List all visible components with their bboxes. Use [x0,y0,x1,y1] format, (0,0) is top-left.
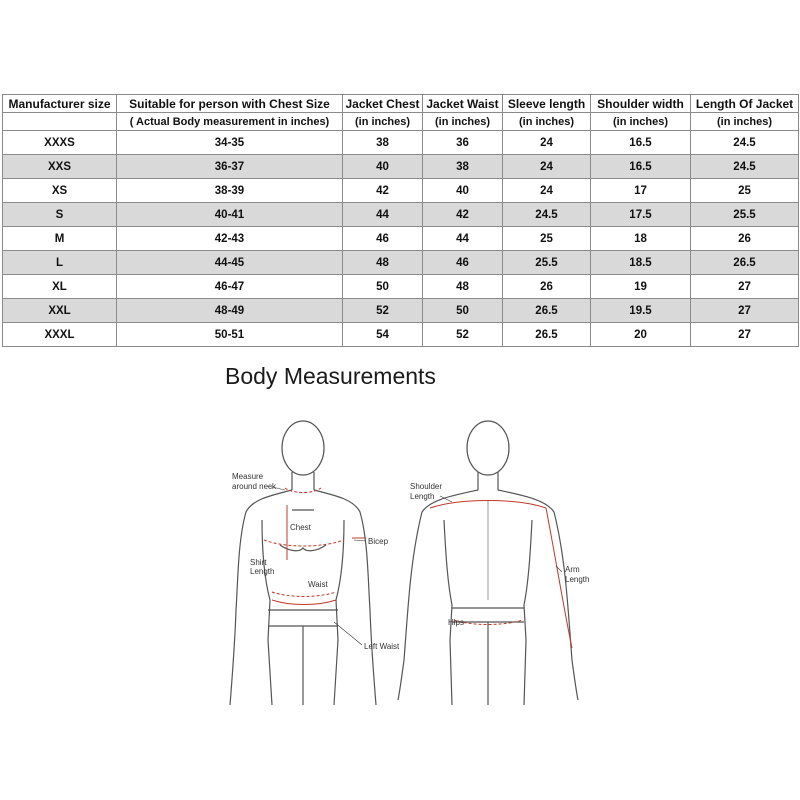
table-row [3,155,799,179]
table-cell: 42 [343,179,423,203]
table-cell: 46 [343,227,423,251]
table-cell: 25.5 [503,251,591,275]
table-cell: 50 [343,275,423,299]
table-cell: 40-41 [117,203,343,227]
column-header: Length Of Jacket [691,95,799,113]
column-header: Suitable for person with Chest Size [117,95,343,113]
label-bicep: Bicep [368,537,389,546]
table-row [3,203,799,227]
column-subheader: ( Actual Body measurement in inches) [117,113,343,131]
table-row [3,323,799,347]
table-cell: 24 [503,131,591,155]
column-header: Jacket Chest [343,95,423,113]
table-cell: 18.5 [591,251,691,275]
table-cell: 40 [343,155,423,179]
table-cell: 38 [343,131,423,155]
table-cell: S [3,203,117,227]
table-cell: 16.5 [591,131,691,155]
table-cell: 54 [343,323,423,347]
table-cell: 26.5 [503,299,591,323]
column-header: Jacket Waist [423,95,503,113]
table-cell: 36-37 [117,155,343,179]
table-cell: 27 [691,275,799,299]
table-cell: 36 [423,131,503,155]
table-cell: 24 [503,155,591,179]
label-waist: Waist [308,580,328,589]
table-cell: XXXL [3,323,117,347]
table-cell: 44-45 [117,251,343,275]
table-cell: 27 [691,323,799,347]
column-subheader [3,113,117,131]
table-cell: 27 [691,299,799,323]
column-subheader: (in inches) [691,113,799,131]
label-shoulder-length-2: Length [410,492,435,501]
size-chart-table [2,94,799,347]
table-cell: 50-51 [117,323,343,347]
front-label-leaders [268,486,366,645]
table-cell: 40 [423,179,503,203]
table-cell: 24.5 [691,155,799,179]
table-cell: 52 [423,323,503,347]
label-shirt-length-2: Length [250,567,275,576]
table-cell: 46 [423,251,503,275]
table-cell: 16.5 [591,155,691,179]
column-subheader: (in inches) [343,113,423,131]
label-shoulder-length-1: Shoulder [410,482,443,491]
table-cell: 26 [503,275,591,299]
table-row [3,251,799,275]
table-body [3,131,799,347]
label-chest: Chest [290,523,311,532]
label-shirt-length-1: Shirt [250,558,267,567]
table-cell: 18 [591,227,691,251]
table-cell: 25 [503,227,591,251]
table-cell: 26.5 [503,323,591,347]
label-left-waist: Left Waist [364,642,400,651]
back-body-illustration [398,421,578,705]
table-cell: 25 [691,179,799,203]
table-cell: 34-35 [117,131,343,155]
table-cell: 42 [423,203,503,227]
table-cell: XL [3,275,117,299]
table-cell: 38-39 [117,179,343,203]
table-cell: XXXS [3,131,117,155]
table-cell: 24.5 [691,131,799,155]
table-cell: 44 [423,227,503,251]
body-measurement-figure [0,400,800,710]
table-row [3,179,799,203]
table-cell: 48-49 [117,299,343,323]
table-cell: 48 [423,275,503,299]
table-cell: 44 [343,203,423,227]
table-header-row [3,95,799,113]
label-arm-length-2: Length [565,575,590,584]
table-cell: 48 [343,251,423,275]
table-cell: 38 [423,155,503,179]
column-header: Shoulder width [591,95,691,113]
table-row [3,131,799,155]
table-cell: 24.5 [503,203,591,227]
table-cell: 19.5 [591,299,691,323]
column-header: Manufacturer size [3,95,117,113]
column-header: Sleeve length [503,95,591,113]
table-cell: 17.5 [591,203,691,227]
label-hips: Hips [448,618,465,627]
table-cell: 42-43 [117,227,343,251]
table-cell: 26.5 [691,251,799,275]
table-cell: L [3,251,117,275]
table-cell: 17 [591,179,691,203]
table-cell: 24 [503,179,591,203]
table-row [3,275,799,299]
table-cell: 25.5 [691,203,799,227]
table-cell: XS [3,179,117,203]
label-arm-length-1: Arm [565,565,580,574]
column-subheader: (in inches) [503,113,591,131]
table-cell: XXL [3,299,117,323]
table-cell: 26 [691,227,799,251]
section-title: Body Measurements [225,363,436,389]
table-cell: 46-47 [117,275,343,299]
table-cell: XXS [3,155,117,179]
label-measure-neck-1: Measure [232,472,264,481]
column-subheader: (in inches) [423,113,503,131]
table-cell: 52 [343,299,423,323]
table-row [3,227,799,251]
table-cell: 50 [423,299,503,323]
table-cell: M [3,227,117,251]
label-measure-neck-2: around neck [232,482,277,491]
table-subheader-row [3,113,799,131]
table-cell: 20 [591,323,691,347]
table-row [3,299,799,323]
column-subheader: (in inches) [591,113,691,131]
table-cell: 19 [591,275,691,299]
